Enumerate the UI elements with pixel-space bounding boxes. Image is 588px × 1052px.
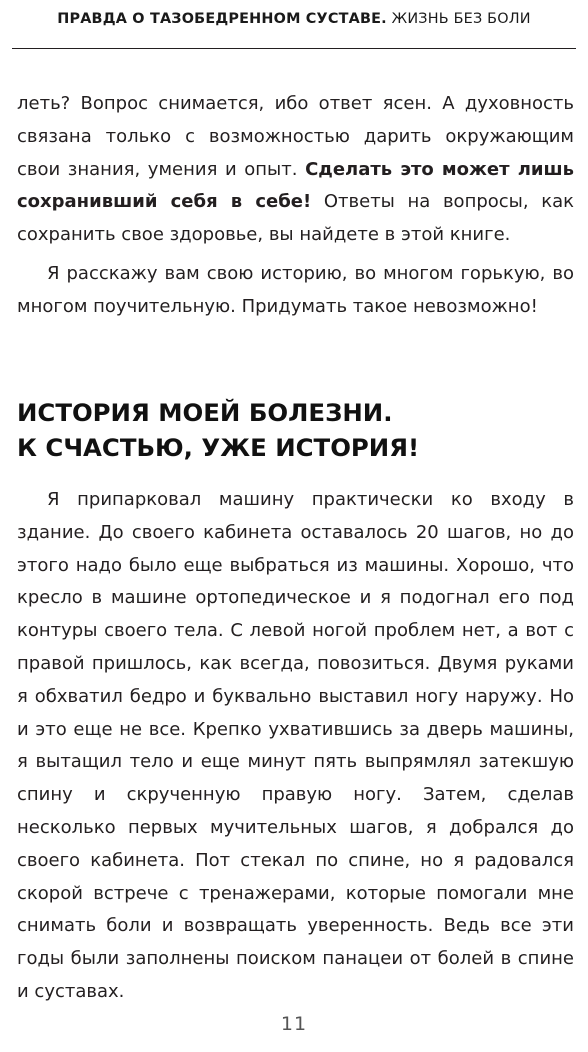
story-text [17,484,574,1009]
running-head-title: ПРАВДА О ТАЗОБЕДРЕННОМ СУСТАВЕ. [57,11,387,27]
section-heading-line-2: К СЧАСТЬЮ, УЖЕ ИСТОРИЯ! [17,432,420,462]
paragraph-2: Я расскажу вам свою историю, во многом горькую, во многом поучительную. Придумать такое невозможно! [17,262,574,317]
page-number: 11 [280,1013,308,1035]
paragraph-1-end: Ответы на вопросы, как сохранить свое здоровье, вы найдете в этой книге. [17,191,575,246]
intro-text [17,88,574,324]
paragraph-1-emphasis: Сделать это может лишь сохранивший себя в себе! [17,158,574,213]
header-rule [12,48,576,49]
paragraph-1-start: леть? Вопрос снимается, ибо ответ ясен. А духовность связана только с возможностью дарить окружающим свои знания, умения и опыт. [17,93,574,180]
paragraph-1 [17,88,574,252]
section-heading-line-1: ИСТОРИЯ МОЕЙ БОЛЕЗНИ. [17,398,393,427]
paragraph-3: Я припарковал машину практически ко входу в здание. До своего кабинета оставалось 20 шагов, но до этого надо было еще выбраться из машины. Хорошо, что кресло в машине ортопедическое и я подогнал его под контуры своего тела. С левой ногой проблем нет, а вот с правой пришлось, как всегда, повозиться. Двумя руками я обхватил бедро и буквально выставил ногу наружу. Но и это еще не все. Крепко ухватившись за дверь машины, я вытащил тело и еще минут пять выпрямлял затекшую спину и скрученную правую ногу. Затем, сделав несколько первых мучительных шагов, я добрался до своего кабинета. Пот стекал по спине, но я радовался скорой встрече с тренажерами, которые помогали мне снимать боли и возвращать уверенность. Ведь все эти годы были заполнены поиском панацеи от болей в спине и суставах. [17,489,574,1002]
running-head-subtitle: ЖИЗНЬ БЕЗ БОЛИ [391,11,531,27]
running-head [30,6,558,32]
section-heading [17,396,577,465]
